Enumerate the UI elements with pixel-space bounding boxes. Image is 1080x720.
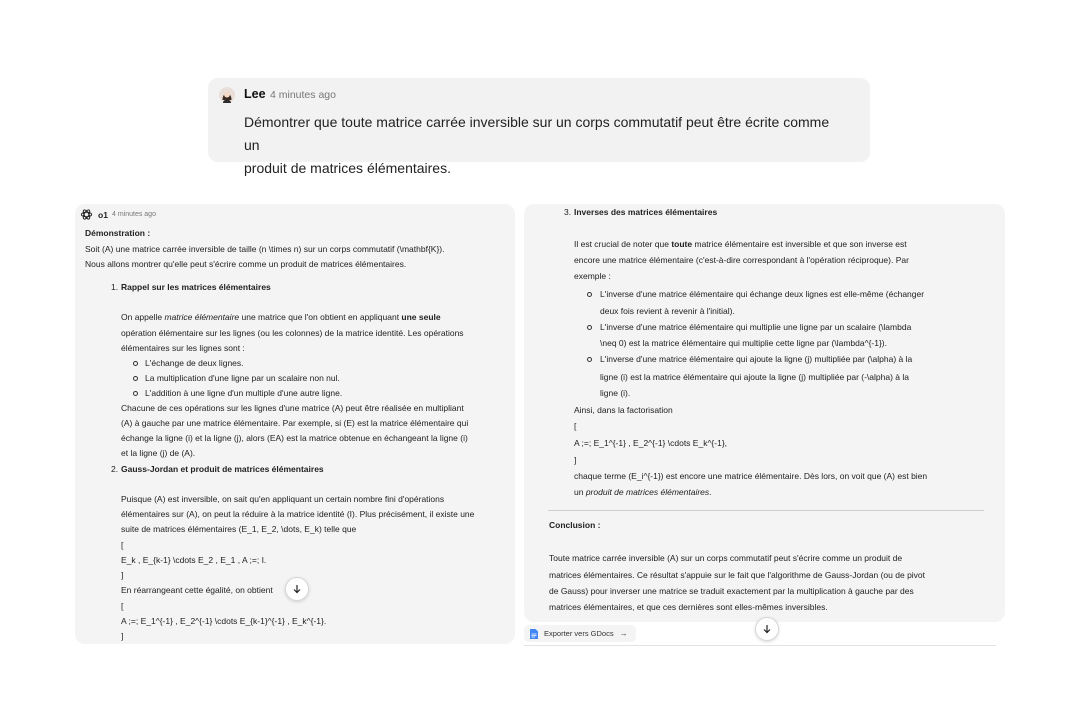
text-line: Toute matrice carrée inversible (A) sur un corps commutatif peut s'écrire comme un produit de [549, 553, 903, 563]
text-line: et la ligne (j) de (A). [121, 448, 196, 458]
user-message-text [244, 111, 834, 180]
math-line: [ [121, 601, 124, 611]
math-line: [ [121, 540, 124, 550]
assistant-response-panel-left [75, 204, 515, 644]
text-line: Puisque (A) est inversible, on sait qu'en appliquant un certain nombre fini d'opérations [121, 494, 445, 504]
bullet-icon [133, 376, 138, 381]
list-item: ligne (i). [600, 388, 631, 398]
text-line: matrices élémentaires, et que ces dernières sont elles-mêmes inversibles. [549, 602, 828, 612]
section-title: Gauss-Jordan et produit de matrices élémentaires [121, 464, 324, 474]
bullet-icon [587, 325, 592, 330]
export-label: Exporter vers GDocs [544, 629, 614, 638]
text-line: de Gauss) pour inverser une matrice se traduit exactement par la multiplication à gauche par des [549, 586, 914, 596]
user-name: Lee [244, 87, 266, 101]
section-number: 1. [111, 282, 119, 292]
text-line: exemple : [574, 271, 611, 281]
scroll-down-button[interactable] [755, 617, 779, 641]
text-line: Ainsi, dans la factorisation [574, 405, 673, 415]
math-line: [ [574, 421, 577, 431]
text-line: En réarrangeant cette égalité, on obtient [121, 585, 273, 595]
list-item: \neq 0) est la matrice élémentaire qui multiplie cette ligne par (\lambda^{-1}). [600, 338, 887, 348]
export-gdocs-button[interactable] [524, 625, 636, 642]
model-name: o1 [98, 210, 108, 220]
section-divider [548, 510, 984, 511]
list-item: L'échange de deux lignes. [145, 358, 244, 368]
list-item: L'inverse d'une matrice élémentaire qui multiplie une ligne par un scalaire (\lambda [600, 322, 912, 332]
list-item: La multiplication d'une ligne par un scalaire non nul. [145, 373, 340, 383]
text-line: matrices élémentaires. Ce résultat s'appuie sur le fait que l'algorithme de Gauss-Jordan (ou de pivot [549, 570, 926, 580]
list-item: L'addition à une ligne d'un multiple d'une autre ligne. [145, 388, 343, 398]
text-line: chaque terme (E_i^{-1}) est encore une matrice élémentaire. Dès lors, on voit que (A) est bien [574, 471, 928, 481]
user-message [208, 78, 870, 176]
math-line: ] [574, 455, 577, 465]
demo-title: Démonstration : [85, 228, 151, 238]
assistant-timestamp: 4 minutes ago [112, 211, 156, 218]
list-item: L'inverse d'une matrice élémentaire qui échange deux lignes est elle-même (échanger [600, 289, 925, 299]
text-line: (A) à gauche par une matrice élémentaire. Par exemple, si (E) est la matrice élémentaire qui [121, 418, 469, 428]
text-line: élémentaires sur (A), on peut la réduire à la matrice identité (I). Plus précisément, il existe une [121, 509, 475, 519]
assistant-response-panel-right [524, 204, 1005, 622]
user-message-line: Démontrer que toute matrice carrée inversible sur un corps commutatif peut être écrite comme un [244, 114, 830, 153]
text-line: opération élémentaire sur les lignes (ou les colonnes) de la matrice identité. Les opérations [121, 328, 464, 338]
list-item: ligne (i) est la matrice élémentaire qui ajoute la ligne (j) multipliée par (-\alpha) à la [600, 372, 909, 382]
arrow-down-icon [292, 584, 302, 594]
bullet-icon [587, 357, 592, 362]
section-title: Rappel sur les matrices élémentaires [121, 282, 271, 292]
text-line: Chacune de ces opérations sur les lignes d'une matrice (A) peut être réalisée en multipliant [121, 403, 464, 413]
conclusion-title: Conclusion : [549, 520, 601, 530]
text-line: Nous allons montrer qu'elle peut s'écrire comme un produit de matrices élémentaires. [85, 259, 407, 269]
section-title: Inverses des matrices élémentaires [574, 207, 718, 217]
user-message-line: produit de matrices élémentaires. [244, 160, 451, 176]
text-line: élémentaires sur les lignes sont : [121, 343, 245, 353]
math-line: ] [121, 631, 124, 641]
math-line: A ;=; E_1^{-1} , E_2^{-1} \cdots E_k^{-1}, [574, 438, 728, 448]
list-item: deux fois revient à revenir à l'initial). [600, 306, 735, 316]
math-line: A ;=; E_1^{-1} , E_2^{-1} \cdots E_{k-1}^{-1} , E_k^{-1}. [121, 616, 327, 626]
bullet-icon [587, 292, 592, 297]
text-line: Soit (A) une matrice carrée inversible de taille (n \times n) sur un corps commutatif (\mathbf{K}). [85, 244, 445, 254]
arrow-right-icon: → [619, 629, 628, 638]
text-line: un produit de matrices élémentaires. [574, 487, 712, 497]
section-number: 3. [564, 207, 572, 217]
openai-logo-icon [80, 208, 93, 221]
math-line: ] [121, 570, 124, 580]
section-number: 2. [111, 464, 119, 474]
text-line: encore une matrice élémentaire (c'est-à-dire correspondant à l'opération réciproque). Par [574, 255, 909, 265]
math-line: E_k , E_{k-1} \cdots E_2 , E_1 , A ;=; I. [121, 555, 267, 565]
bullet-icon [133, 361, 138, 366]
text-line: Il est crucial de noter que toute matrice élémentaire est inversible et que son inverse est [574, 239, 907, 249]
scroll-down-button[interactable] [285, 577, 309, 601]
user-avatar [219, 87, 235, 103]
user-timestamp: 4 minutes ago [270, 89, 336, 101]
google-docs-icon [530, 629, 538, 639]
list-item: L'inverse d'une matrice élémentaire qui ajoute la ligne (j) multipliée par (\alpha) à la [600, 354, 913, 364]
text-line: On appelle matrice élémentaire une matrice que l'on obtient en appliquant une seule [121, 312, 441, 322]
arrow-down-icon [762, 624, 772, 634]
text-line: échange la ligne (i) et la ligne (j), alors (EA) est la matrice obtenue en échangeant la ligne (i) [121, 433, 468, 443]
text-line: suite de matrices élémentaires (E_1, E_2, \dots, E_k) telle que [121, 524, 357, 534]
bullet-icon [133, 391, 138, 396]
